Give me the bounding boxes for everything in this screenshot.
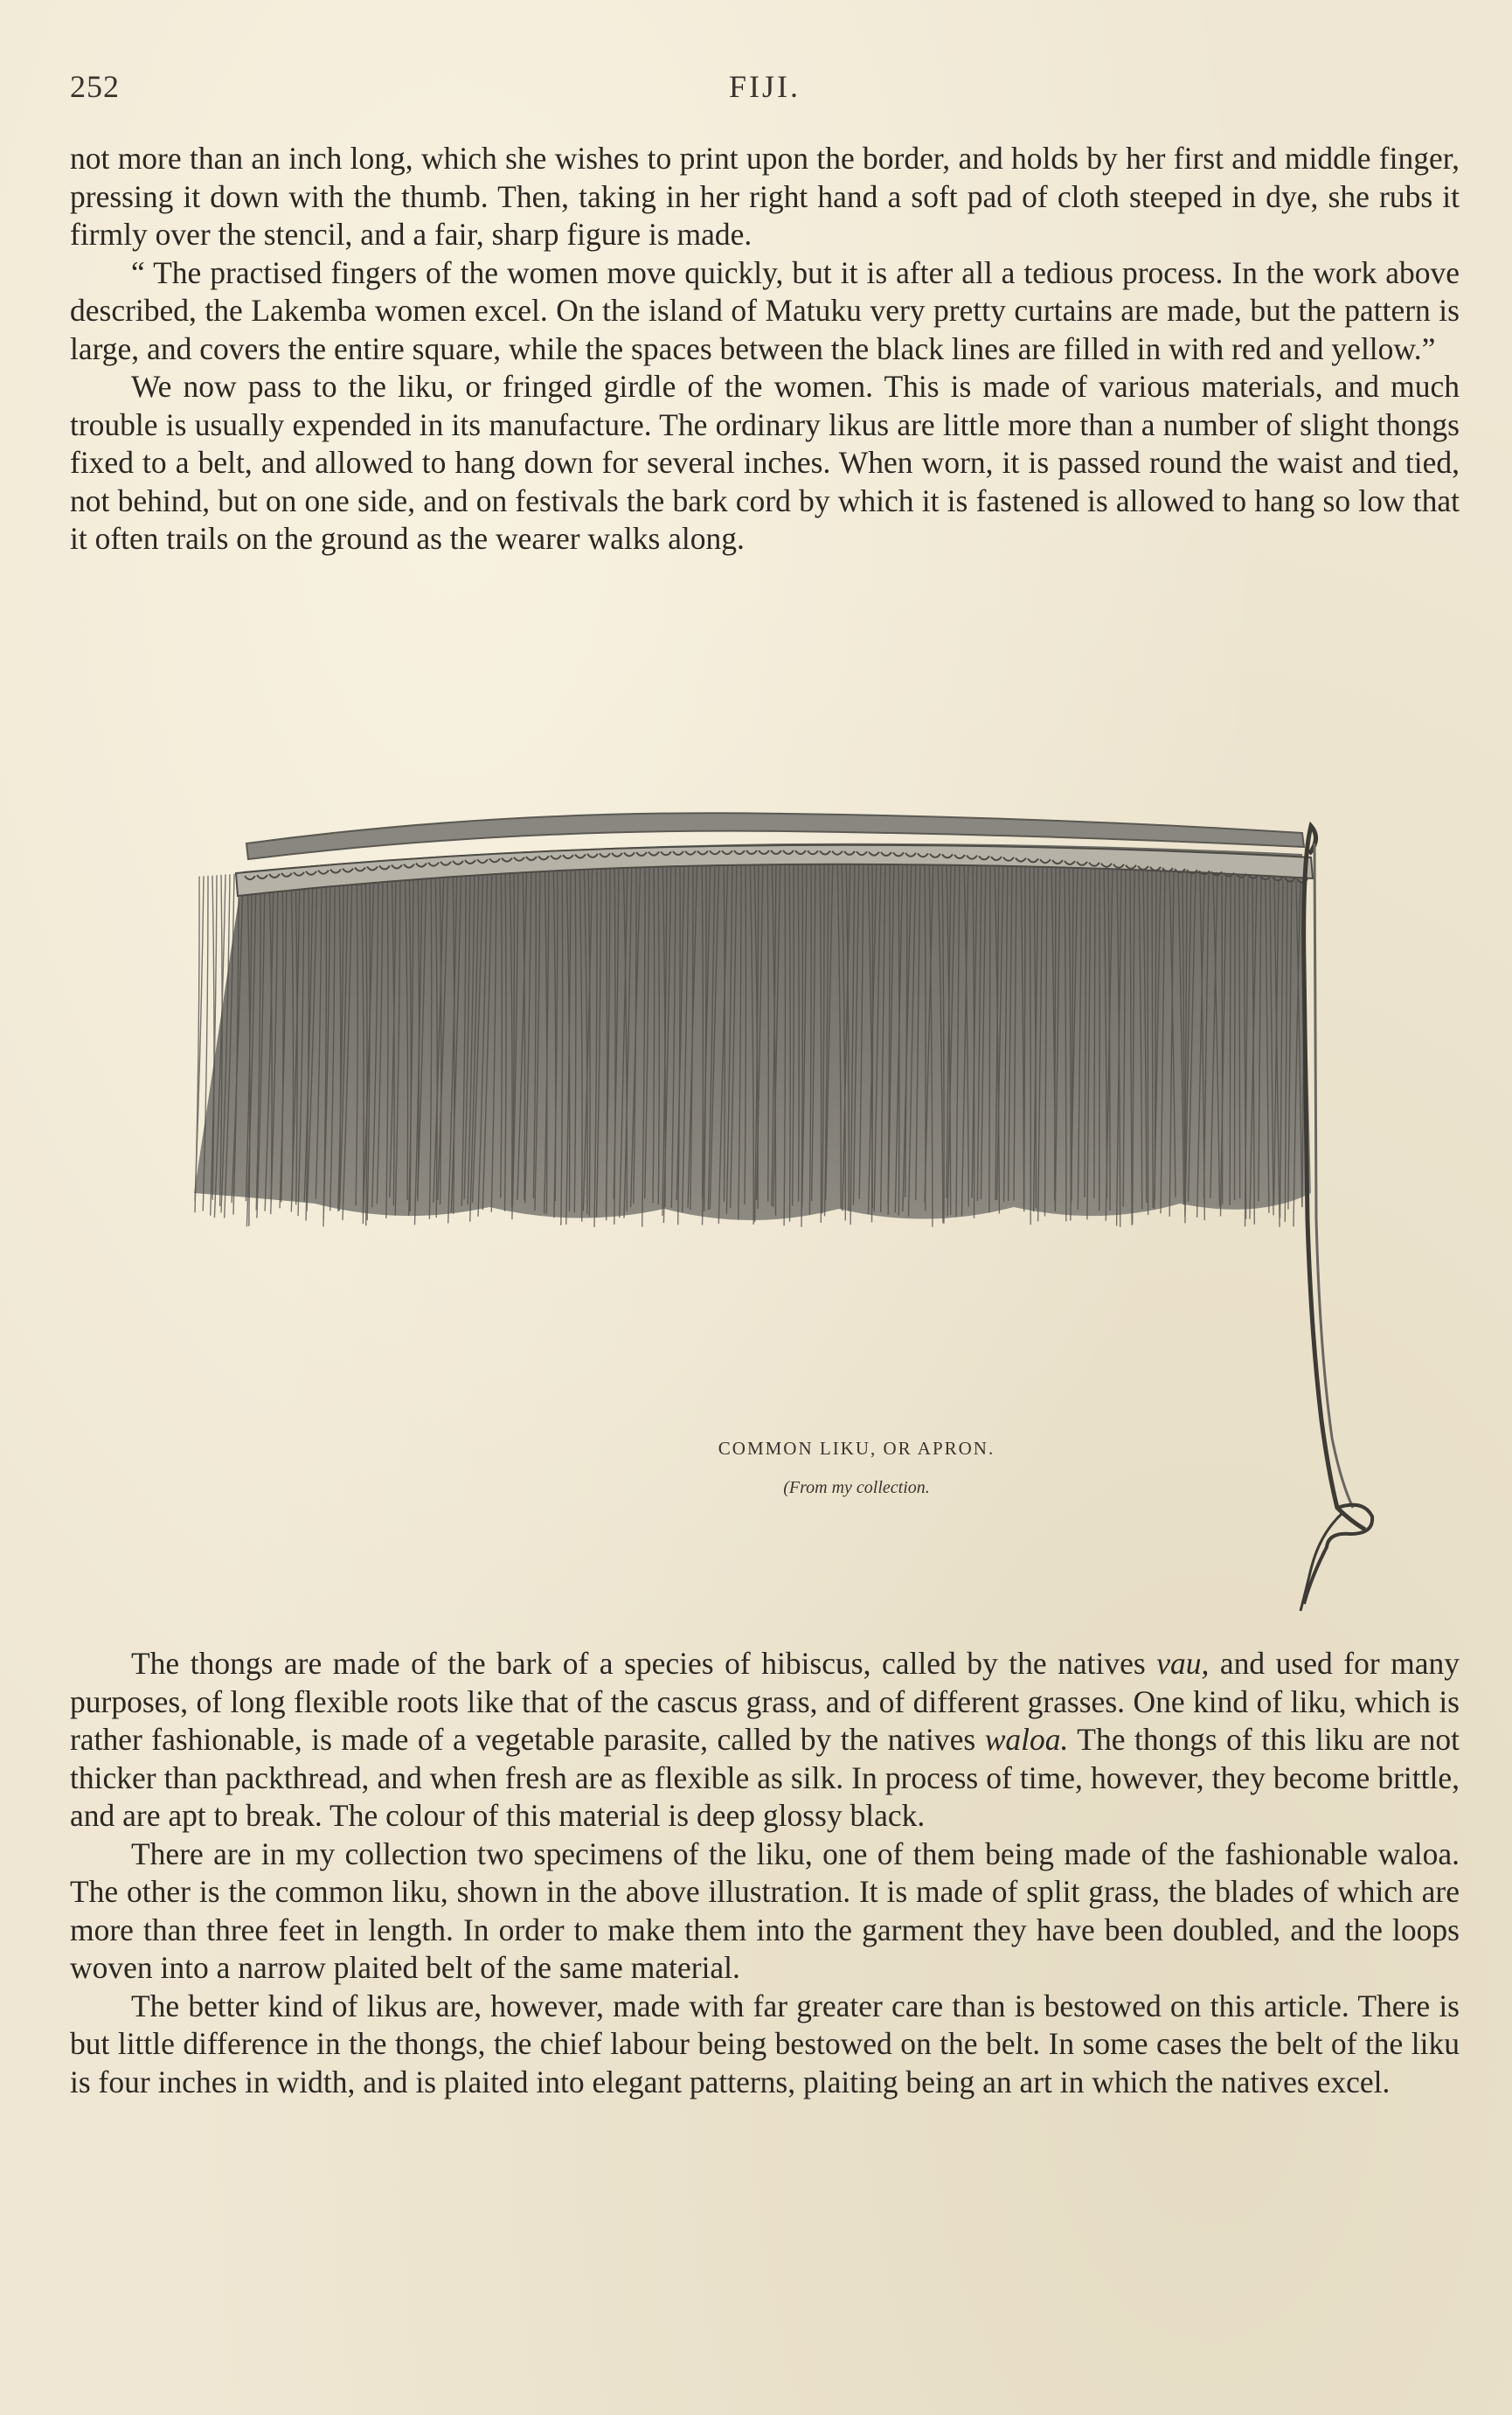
thongs-text-2: and used for many purposes, of long flexible roots like that of the cascus grass, and of different grasses. One kind of liku, which is rather fashionable, is made of a vegetable parasite, called by the natives [70,1646,1460,1757]
paragraph-better-likus: The better kind of likus are, however, made with far greater care than is bestowed on this article. There is but little difference in the thongs, the chief labour being bestowed on the belt. In some cases the belt of the liku is four inches in width, and is plaited into elegant patterns, plaiting being an art in which the natives excel. [70,1988,1460,2099]
liku-engraving [175,808,1381,1630]
paragraph-liku-intro: We now pass to the liku, or fringed girdle of the women. This is made of various materials, and much trouble is usually expended in its manufacture. The ordinary likus are little more than a number of slight thongs fixed to a belt, and allowed to hang down for several inches. When worn, it is passed round the waist and tied, not behind, but on one side, and on festivals the bark cord by which it is fastened is allowed to hang so low that it often trails on the ground as the wearer walks along. [70,369,1460,556]
thongs-text-1: The thongs are made of the bark of a species of hibiscus, called by the natives [131,1646,1146,1681]
running-head [70,68,1460,112]
fringe-strand [195,877,199,1213]
term-waloa: waloa. [984,1722,1069,1757]
fringe-strand [1235,876,1236,1200]
liku-illustration [175,808,1381,1630]
paragraph-thongs [70,1645,1460,1836]
running-title: FIJI. [728,69,801,104]
paragraph-continued: not more than an inch long, which she wishes to print upon the border, and holds by her first and middle finger, pressing it down with the thumb. Then, taking in her right hand a soft pad of cloth steeped in dye, she rubs it firmly over the stencil, and a fair, sharp figure is made. [70,141,1460,252]
page-number: 252 [70,69,120,104]
figure-caption: COMMON LIKU, OR APRON. [718,1438,995,1459]
term-vau: vau, [1156,1646,1210,1681]
paragraph-quote: “ The practised fingers of the women move quickly, but it is after all a tedious process. In the work above described, the Lakemba women excel. On the island of Matuku very pretty curtains are made, but the pattern is large, and covers the entire square, while the spaces between the black lines are filled in with red and yellow.” [70,254,1460,366]
fringe-strand [1230,876,1231,1205]
hanging-cord [1304,826,1365,1530]
lower-text-block [70,1645,1460,2101]
fringe-strand [1239,877,1240,1198]
upper-text-block [70,140,1460,559]
thongs-text-3: The thongs of this liku are not thicker than packthread, and when fresh are as flexible as silk. In process of time, however, they become brittle, and are apt to break. The colour of this material is deep glossy black. [70,1722,1460,1833]
paragraph-collection: There are in my collection two specimens of the liku, one of them being made of the fashionable waloa. The other is the common liku, shown in the above illustration. It is made of split grass, the blades of which are more than three feet in length. In order to make them into the garment they have been doubled, and the loops woven into a narrow plaited belt of the same material. [70,1836,1460,1985]
figure-source-note: (From my collection. [783,1478,930,1497]
